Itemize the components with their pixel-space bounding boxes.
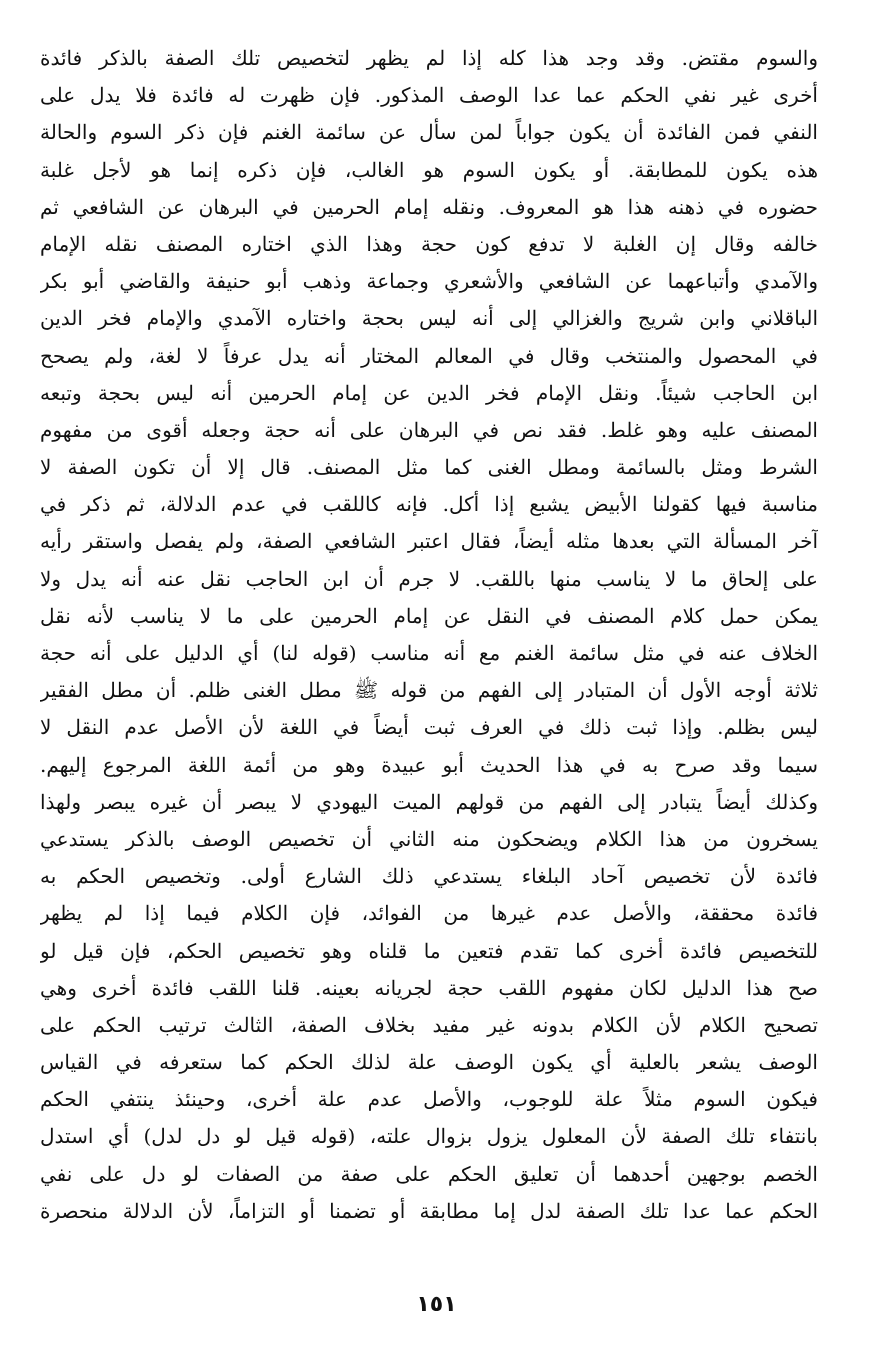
text-line: فائدة لأن تخصيص آحاد البلغاء يستدعي ذلك الشارع أولى. وتخصيص الحكم به [40,864,818,889]
text-line: بانتفاء تلك الصفة لأن المعلول يزول بزوال علته، (قوله قيل لو دل لدل) أي استدل [40,1124,818,1149]
page-number: ١٥١ [416,1292,457,1317]
text-line: ابن الحاجب شيئاً. ونقل الإمام فخر الدين عن إمام الحرمين أنه ليس بحجة وتبعه [40,380,818,405]
text-line: النفي فمن الفائدة أن يكون جواباً لمن سأل عن سائمة الغنم فإن ذكر السوم والحالة [40,120,818,145]
text-line: يمكن حمل كلام المصنف في النقل عن إمام الحرمين على ما لا يناسب لأنه نقل [40,603,818,628]
text-line: حضوره في ذهنه هذا هو المعروف. ونقله إمام الحرمين في البرهان عن الشافعي ثم [40,194,818,219]
text-line: خالفه وقال إن الغلبة لا تدفع كون حجة وهذا الذي اختاره المصنف نقله الإمام [40,231,818,256]
text-line: المصنف عليه وهو غلط. فقد نص في البرهان على أنه حجة وجعله أقوى من مفهوم [40,417,818,442]
text-line: الحكم عما عدا تلك الصفة لدل إما مطابقة أو تضمنا أو التزاماً، لأن الدلالة منحصرة [40,1198,818,1223]
text-line: أخرى غير نفي الحكم عما عدا الوصف المذكور. فإن ظهرت له فائدة فلا يدل على [40,83,818,108]
text-line: تصحيح الكلام لأن الكلام بدونه غير مفيد بخلاف الصفة، الثالث ترتيب الحكم على [40,1012,818,1037]
text-line: الخصم بوجهين أحدهما أن تعليق الحكم على صفة من الصفات لو دل على نفي [40,1161,818,1186]
body-text [40,40,818,1230]
text-line: على إلحاق ما لا يناسب منها باللقب. لا جرم أن ابن الحاجب نقل عنه أنه يدل ولا [40,566,818,591]
text-line: آخر المسألة التي بعدها مثله أيضاً، فقال اعتبر الشافعي الصفة، ولم يفصل واستقر رأيه [40,529,818,554]
text-line: يسخرون من هذا الكلام ويضحكون منه الثاني أن تخصيص الوصف بالذكر يستدعي [40,826,818,851]
text-line: وكذلك أيضاً يتبادر إلى الفهم من قولهم الميت اليهودي لا يبصر أن غيره يبصر ولهذا [40,789,818,814]
text-line: سيما وقد صرح به في هذا الحديث أبو عبيدة وهو من أئمة اللغة المرجوع إليهم. [40,752,818,777]
text-line: للتخصيص فائدة أخرى كما تقدم فتعين ما قلناه وهو تخصيص الحكم، فإن قيل لو [40,938,818,963]
text-line: الخلاف عنه في مثل سائمة الغنم مع أنه مناسب (قوله لنا) أي الدليل على أنه حجة [40,641,818,665]
text-line: الشرط ومثل بالسائمة ومطل الغنى كما مثل المصنف. قال إلا أن تكون الصفة لا [40,455,818,480]
text-line: الوصف يشعر بالعلية أي يكون الوصف علة لذلك الحكم كما ستعرفه في القياس [40,1050,818,1075]
text-line: ليس بظلم. وإذا ثبت ذلك في العرف ثبت أيضاً في اللغة لأن الأصل عدم النقل لا [40,715,818,740]
text-line: والآمدي وأتباعهما عن الشافعي والأشعري وجماعة وذهب أبو حنيفة والقاضي أبو بكر [40,269,818,294]
text-line: الباقلاني وابن شريج والغزالي إلى أنه ليس بحجة واختاره الآمدي والإمام فخر الدين [40,306,818,331]
text-line: ثلاثة أوجه الأول أن المتبادر إلى الفهم من قوله ﷺ مطل الغنى ظلم. أن مطل الفقير [40,678,818,703]
text-line: فائدة محققة، والأصل عدم غيرها من الفوائد، فإن الكلام فيما إذا لم يظهر [40,901,818,926]
text-line: فيكون السوم مثلاً علة للوجوب، والأصل عدم علة أخرى، وحينئذ ينتفي الحكم [40,1087,818,1112]
text-line: هذه يكون للمطابقة. أو يكون السوم هو الغالب، فإن ذكره إنما هو لأجل غلبة [40,157,818,182]
text-line: مناسبة فيها كقولنا الأبيض يشبع إذا أكل. فإنه كاللقب في عدم الدلالة، ثم ذكر في [40,492,818,517]
text-line: صح هذا الدليل لكان مفهوم اللقب حجة لجريانه بعينه. قلنا اللقب فائدة أخرى وهي [40,975,818,1000]
text-line: والسوم مقتض. وقد وجد هذا كله إذا لم يظهر لتخصيص تلك الصفة بالذكر فائدة [40,46,818,70]
text-line: في المحصول والمنتخب وقال في المعالم المختار أنه يدل عرفاً لا لغة، ولم يصحح [40,343,818,368]
